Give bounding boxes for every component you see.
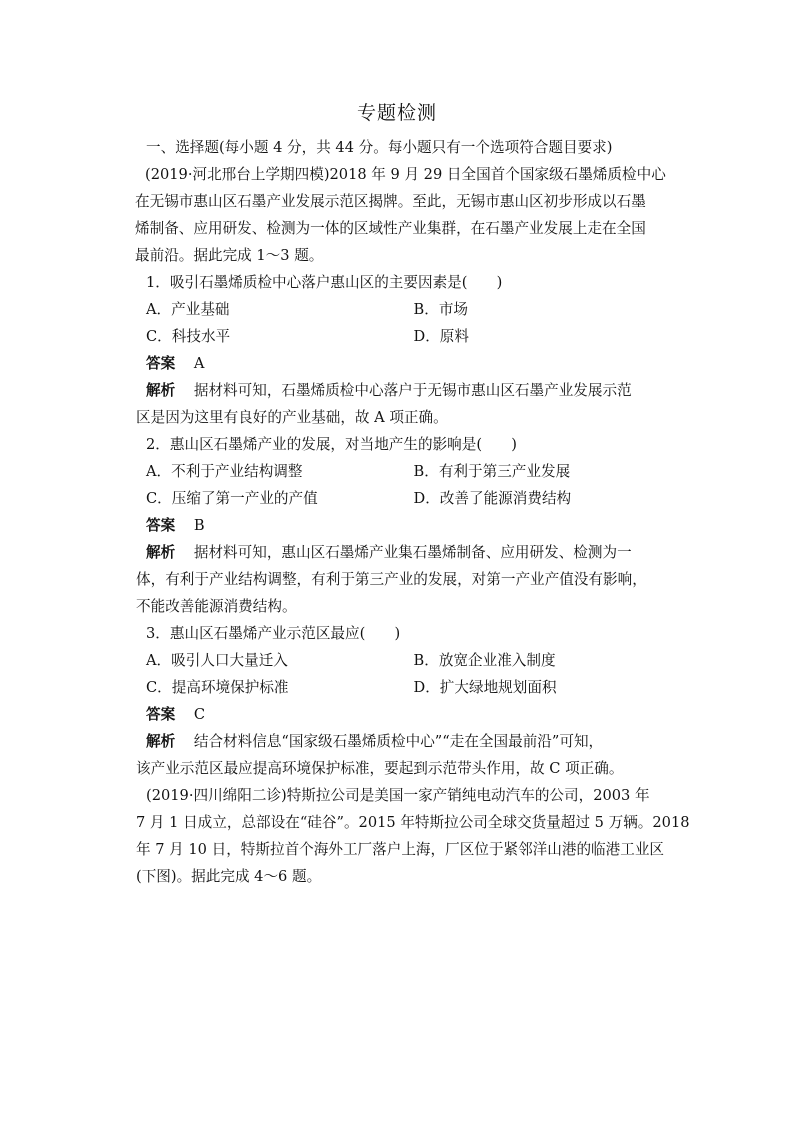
option-row <box>146 674 681 701</box>
document-body <box>135 134 690 890</box>
answer-value: C <box>193 706 206 723</box>
material-1-line: 最前沿。据此完成 1～3 题。 <box>135 247 324 264</box>
question-1 <box>136 269 681 431</box>
answer-line <box>146 512 681 539</box>
analysis-line: 区是因为这里有良好的产业基础，故 A 项正确。 <box>136 409 448 426</box>
option-row <box>146 458 681 485</box>
section-header-text: 一、选择题(每小题 4 分，共 44 分。每小题只有一个选项符合题目要求) <box>146 139 613 156</box>
material-1-line: (2019·河北邢台上学期四模)2018 年 9 月 29 日全国首个国家级石墨烯质检中心 <box>145 166 666 183</box>
option-d: D．扩大绿地规划面积 <box>413 679 557 696</box>
option-b: B．市场 <box>413 301 469 318</box>
material-2-line: (下图)。据此完成 4～6 题。 <box>136 868 322 885</box>
answer-value: B <box>193 517 205 534</box>
option-row <box>146 647 681 674</box>
option-b: B．放宽企业准入制度 <box>413 652 556 669</box>
option-c: C．科技水平 <box>146 328 231 345</box>
analysis-line <box>146 539 681 566</box>
analysis-text: 据材料可知，惠山区石墨烯产业集石墨烯制备、应用研发、检测为一 <box>193 544 632 561</box>
answer-label: 答案 <box>146 355 176 372</box>
question-stem: 3．惠山区石墨烯产业示范区最应( ) <box>146 625 401 642</box>
answer-value: A <box>193 355 205 372</box>
answer-line <box>146 350 681 377</box>
option-row <box>146 485 681 512</box>
question-2 <box>136 431 681 620</box>
material-1-line: 在无锡市惠山区石墨产业发展示范区揭牌。至此，无锡市惠山区初步形成以石墨 <box>135 193 646 210</box>
answer-label: 答案 <box>146 706 176 723</box>
option-d: D．改善了能源消费结构 <box>413 490 572 507</box>
material-1 <box>135 161 681 269</box>
option-row <box>146 296 681 323</box>
analysis-text: 据材料可知，石墨烯质检中心落户于无锡市惠山区石墨产业发展示范 <box>193 382 632 399</box>
option-a: A．产业基础 <box>146 301 230 318</box>
option-c: C．提高环境保护标准 <box>146 679 289 696</box>
material-1-line: 烯制备、应用研发、检测为一体的区域性产业集群，在石墨产业发展上走在全国 <box>135 220 646 237</box>
option-a: A．吸引人口大量迁入 <box>146 652 288 669</box>
analysis-label: 解析 <box>146 733 176 750</box>
option-b: B．有利于第三产业发展 <box>413 463 571 480</box>
analysis-label: 解析 <box>146 382 176 399</box>
page-title: 专题检测 <box>356 102 437 124</box>
material-2-line: 7 月 1 日成立，总部设在“硅谷”。2015 年特斯拉公司全球交货量超过 5 万辆。2018 <box>136 814 690 831</box>
option-a: A．不利于产业结构调整 <box>146 463 303 480</box>
analysis-text: 结合材料信息“国家级石墨烯质检中心”“走在全国最前沿”可知， <box>193 733 604 750</box>
question-stem: 2．惠山区石墨烯产业的发展，对当地产生的影响是( ) <box>146 436 517 453</box>
analysis-label: 解析 <box>146 544 176 561</box>
section-header <box>146 134 681 161</box>
analysis-line <box>146 728 681 755</box>
answer-label: 答案 <box>146 517 176 534</box>
question-3 <box>136 620 681 782</box>
analysis-line <box>146 377 681 404</box>
material-2 <box>136 782 690 890</box>
material-2-line: (2019·四川绵阳二诊)特斯拉公司是美国一家产销纯电动汽车的公司，2003 年 <box>146 787 650 804</box>
option-c: C．压缩了第一产业的产值 <box>146 490 318 507</box>
answer-line <box>146 701 681 728</box>
option-d: D．原料 <box>413 328 469 345</box>
analysis-line: 体，有利于产业结构调整，有利于第三产业的发展，对第一产业产值没有影响， <box>136 571 647 588</box>
analysis-line: 该产业示范区最应提高环境保护标准，要起到示范带头作用，故 C 项正确。 <box>136 760 624 777</box>
analysis-line: 不能改善能源消费结构。 <box>136 598 297 615</box>
option-row <box>146 323 681 350</box>
question-stem: 1．吸引石墨烯质检中心落户惠山区的主要因素是( ) <box>146 274 503 291</box>
material-2-line: 年 7 月 10 日，特斯拉首个海外工厂落户上海，厂区位于紧邻洋山港的临港工业区 <box>136 841 665 858</box>
